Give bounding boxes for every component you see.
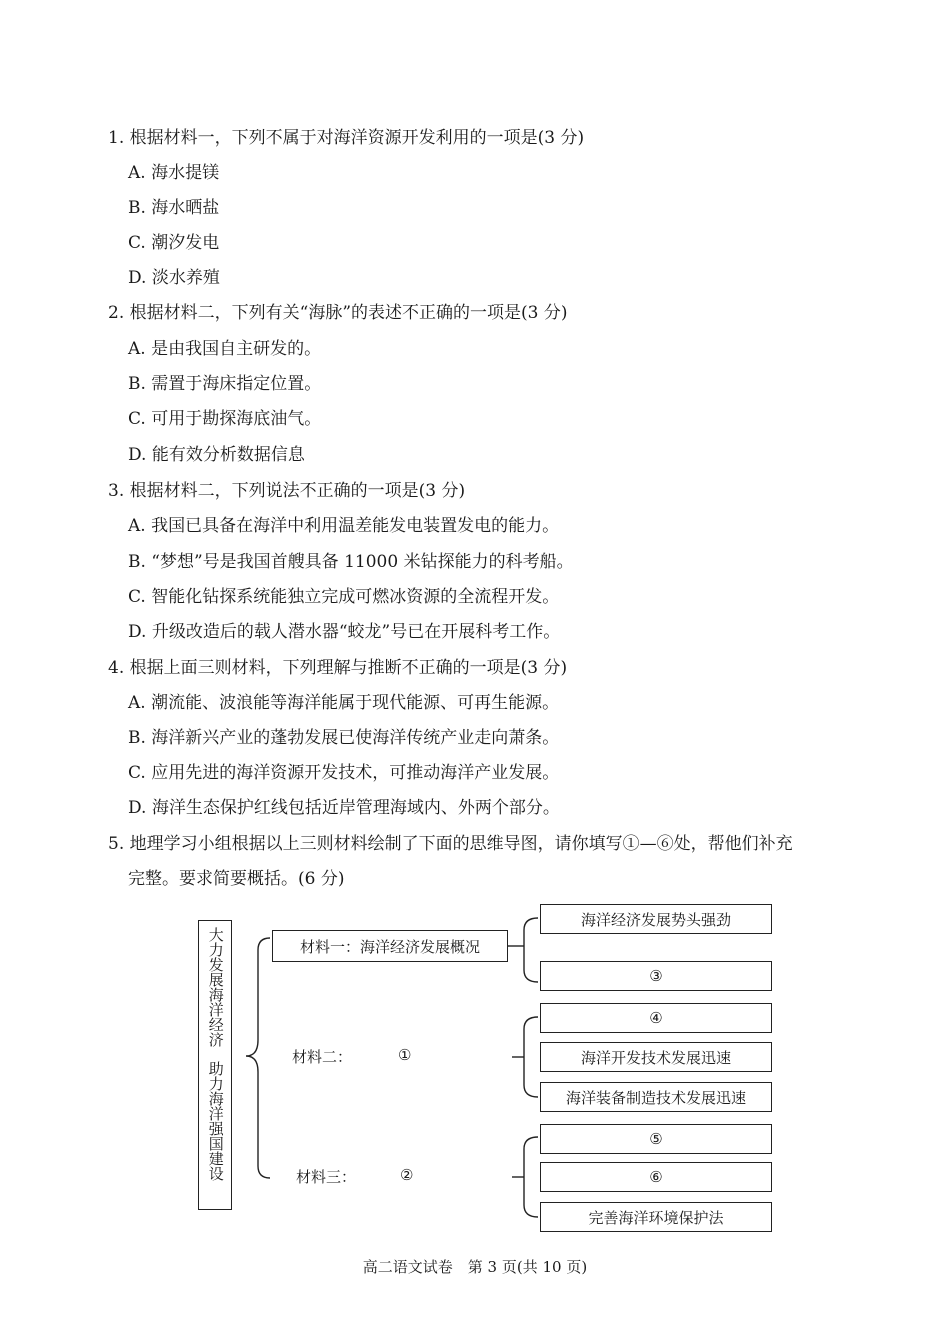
question-3-option-a: A. 我国已具备在海洋中利用温差能发电装置发电的能力。 (128, 516, 560, 536)
m2-box-1 (540, 1003, 772, 1033)
m3-box-3 (540, 1202, 772, 1232)
question-2-option-b: B. 需置于海床指定位置。 (128, 374, 322, 394)
mindmap-root-box (198, 920, 232, 1210)
question-4-option-d: D. 海洋生态保护红线包括近岸管理海域内、外两个部分。 (128, 798, 560, 818)
m1-box-1-text: 海洋经济发展势头强劲 (580, 910, 731, 929)
question-3-option-c: C. 智能化钻探系统能独立完成可燃冰资源的全流程开发。 (128, 587, 560, 607)
m2-box-2 (540, 1042, 772, 1072)
m1-box-1 (540, 904, 772, 934)
root-bracket (246, 938, 270, 1178)
m1-box-2 (540, 961, 772, 991)
m3-box-2-text: ⑥ (649, 1168, 663, 1186)
material3-bracket (524, 1137, 538, 1217)
material2-label: 材料二： (292, 1048, 353, 1066)
question-4-option-b: B. 海洋新兴产业的蓬勃发展已使海洋传统产业走向萧条。 (128, 728, 560, 748)
material2-blank: ① (398, 1046, 412, 1064)
question-5-stem: 5. 地理学习小组根据以上三则材料绘制了下面的思维导图，请你填写①—⑥处，帮他们补充 (108, 834, 793, 854)
m3-box-1-text: ⑤ (649, 1130, 663, 1148)
material3-blank: ② (400, 1166, 414, 1184)
question-3-option-b: B. “梦想”号是我国首艘具备 11000 米钻探能力的科考船。 (128, 552, 574, 572)
m2-box-3-text: 海洋装备制造技术发展迅速 (565, 1088, 746, 1107)
mindmap-root-part2: 助力海洋强国建设 (206, 1061, 225, 1181)
question-3-stem: 3. 根据材料二，下列说法不正确的一项是(3 分) (108, 481, 466, 501)
m3-box-3-text: 完善海洋环境保护法 (588, 1208, 724, 1227)
question-1-option-b: B. 海水晒盐 (128, 198, 220, 218)
question-4-stem: 4. 根据上面三则材料，下列理解与推断不正确的一项是(3 分) (108, 658, 568, 678)
m2-box-1-text: ④ (649, 1009, 663, 1027)
question-4-option-c: C. 应用先进的海洋资源开发技术，可推动海洋产业发展。 (128, 763, 560, 783)
question-1-option-a: A. 海水提镁 (128, 163, 220, 183)
page-footer: 高二语文试卷 第 3 页(共 10 页) (362, 1258, 588, 1276)
material3-label: 材料三： (296, 1168, 357, 1186)
m2-box-2-text: 海洋开发技术发展迅速 (580, 1048, 731, 1067)
material1-label: 材料一：海洋经济发展概况 (299, 937, 480, 956)
m3-box-2 (540, 1162, 772, 1192)
m2-box-3 (540, 1082, 772, 1112)
question-1-option-c: C. 潮汐发电 (128, 233, 220, 253)
mindmap-root-part1: 大力发展海洋经济 (206, 927, 225, 1047)
question-2-stem: 2. 根据材料二，下列有关“海脉”的表述不正确的一项是(3 分) (108, 303, 568, 323)
question-5-stem-continued: 完整。要求简要概括。(6 分) (128, 869, 345, 889)
question-2-option-d: D. 能有效分析数据信息 (128, 445, 305, 465)
material2-bracket (524, 1017, 538, 1097)
m1-box-2-text: ③ (649, 967, 663, 985)
question-2-option-c: C. 可用于勘探海底油气。 (128, 409, 322, 429)
question-1-stem: 1. 根据材料一，下列不属于对海洋资源开发利用的一项是(3 分) (108, 128, 585, 148)
m3-box-1 (540, 1124, 772, 1154)
material1-bracket (524, 918, 538, 982)
question-2-option-a: A. 是由我国自主研发的。 (128, 339, 322, 359)
question-4-option-a: A. 潮流能、波浪能等海洋能属于现代能源、可再生能源。 (128, 693, 560, 713)
material1-node (272, 930, 508, 962)
question-1-option-d: D. 淡水养殖 (128, 268, 220, 288)
question-3-option-d: D. 升级改造后的载人潜水器“蛟龙”号已在开展科考工作。 (128, 622, 561, 642)
